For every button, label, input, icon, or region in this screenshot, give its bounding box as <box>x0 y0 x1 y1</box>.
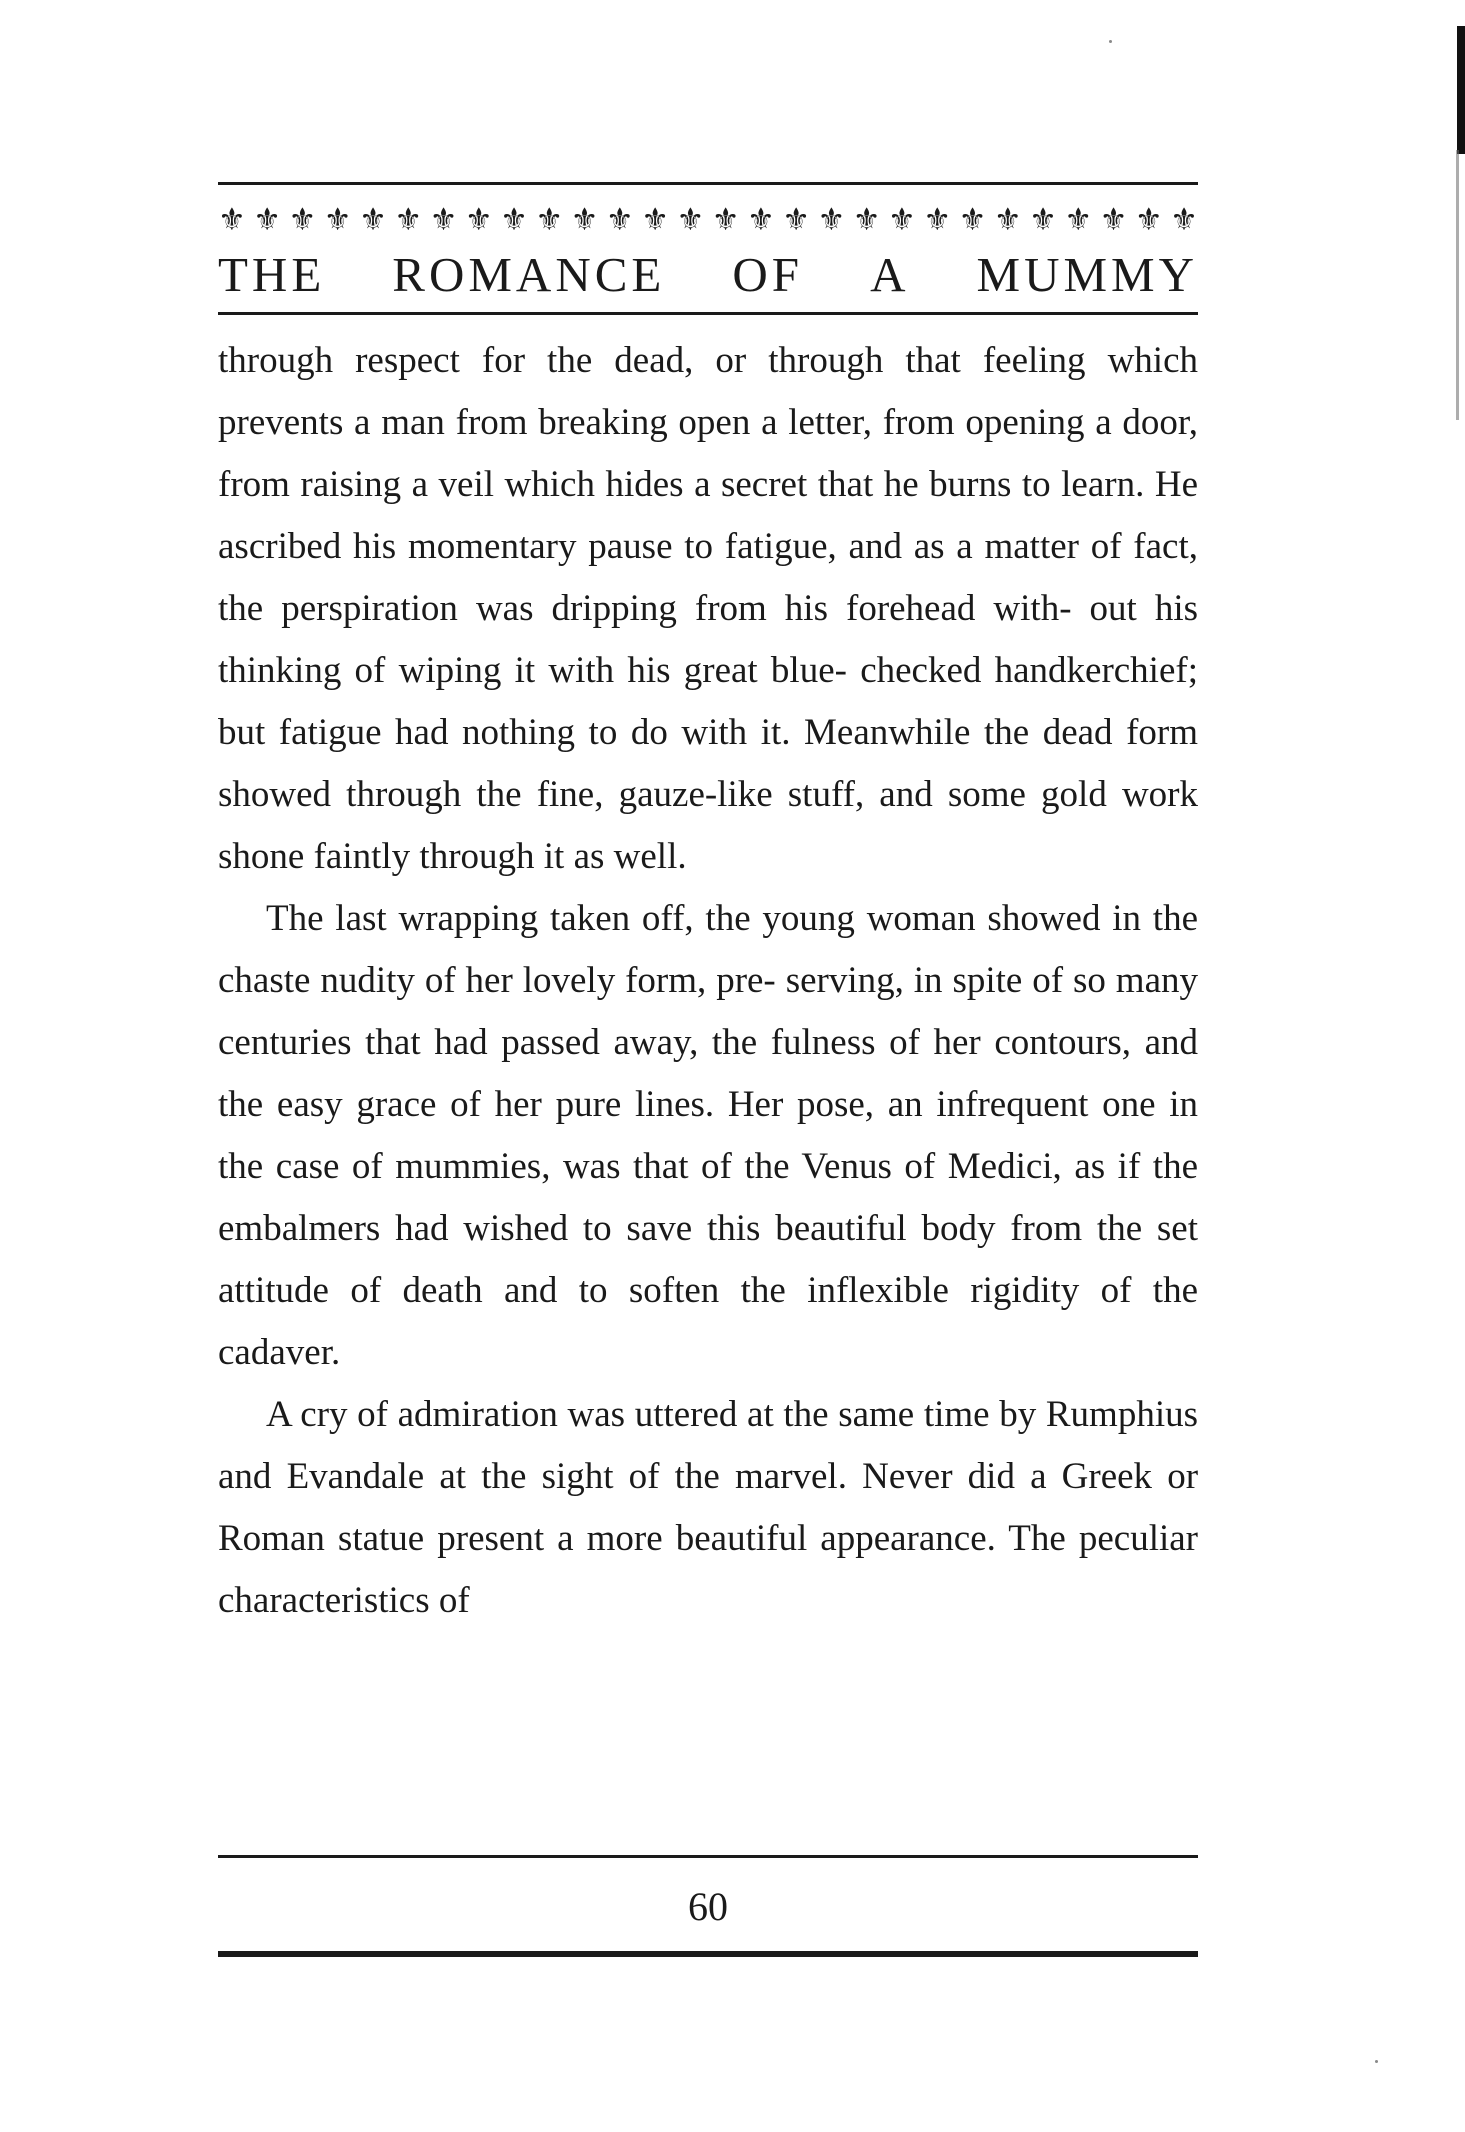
footer-bottom-rule <box>218 1951 1198 1957</box>
running-head-title <box>218 245 1198 303</box>
fleur-de-lis-icon: ⚜ <box>852 202 881 238</box>
header-top-rule <box>218 182 1198 185</box>
fleur-de-lis-ornament-band <box>218 203 1198 237</box>
running-head-word: THE <box>218 246 326 302</box>
text-line: momentary pause to fatigue, and as a matter of fact, <box>407 526 1199 567</box>
fleur-de-lis-icon: ⚜ <box>1099 202 1128 238</box>
text-line: away, the fulness of her contours, and the easy <box>218 1022 1199 1125</box>
text-line: serving, in spite of so many centuries that had passed <box>218 960 1199 1063</box>
text-line: a secret that he burns to learn. He ascribed his <box>218 464 1198 567</box>
fleur-de-lis-icon: ⚜ <box>218 202 246 238</box>
text-line: Medici, as if the embalmers had wished to save this <box>218 1146 1198 1249</box>
fleur-de-lis-icon: ⚜ <box>676 202 705 238</box>
page-number: 60 <box>688 1884 728 1929</box>
fleur-de-lis-icon: ⚜ <box>323 202 352 238</box>
fleur-de-lis-icon: ⚜ <box>1064 202 1093 238</box>
fleur-de-lis-icon: ⚜ <box>394 202 423 238</box>
book-page <box>218 182 1199 1929</box>
fleur-de-lis-icon: ⚜ <box>1170 202 1198 238</box>
fleur-de-lis-icon: ⚜ <box>958 202 987 238</box>
text-line: showed in the chaste nudity of her lovely form, pre- <box>218 898 1199 1001</box>
text-line: which prevents a man from breaking open a letter, <box>218 340 1199 443</box>
fleur-de-lis-icon: ⚜ <box>923 202 952 238</box>
text-line: grace of her pure lines. Her pose, an infrequent one <box>356 1084 1156 1125</box>
fleur-de-lis-icon: ⚜ <box>464 202 493 238</box>
fleur-de-lis-icon: ⚜ <box>993 202 1022 238</box>
fleur-de-lis-icon: ⚜ <box>500 202 528 238</box>
text-line: through respect for the dead, or through that feeling <box>218 340 1086 381</box>
text-line: beautiful body from the set attitude of death and to <box>218 1208 1198 1311</box>
footer-top-rule <box>218 1855 1198 1858</box>
body-paragraph <box>218 330 1198 888</box>
text-line: beautiful appearance. The peculiar characteristics of <box>218 1518 1198 1621</box>
fleur-de-lis-icon: ⚜ <box>570 202 599 238</box>
fleur-de-lis-icon: ⚜ <box>535 202 564 238</box>
text-line: with it. Meanwhile the dead form showed through <box>218 712 1199 815</box>
fleur-de-lis-icon: ⚜ <box>782 202 811 238</box>
fleur-de-lis-icon: ⚜ <box>711 202 740 238</box>
page-body-text <box>218 330 1198 1632</box>
body-paragraph <box>218 888 1198 1384</box>
text-line: in the case of mummies, was that of the Venus of <box>218 1084 1199 1187</box>
text-line: soften the inflexible rigidity of the cadaver. <box>218 1270 1198 1373</box>
running-head-word: OF <box>732 246 804 302</box>
fleur-de-lis-icon: ⚜ <box>1134 202 1163 238</box>
fleur-de-lis-icon: ⚜ <box>1029 202 1057 238</box>
fleur-de-lis-icon: ⚜ <box>429 202 458 238</box>
fleur-de-lis-icon: ⚜ <box>605 202 634 238</box>
paper-speck <box>1109 40 1112 43</box>
fleur-de-lis-icon: ⚜ <box>641 202 669 238</box>
binding-shadow-edge <box>1457 26 1465 154</box>
text-line: the perspiration was dripping from his forehead with- <box>218 588 1072 629</box>
text-line: by Rumphius and Evandale at the sight of the marvel. <box>218 1394 1198 1497</box>
text-line: out his thinking of wiping it with his great blue- <box>218 588 1198 691</box>
fleur-de-lis-icon: ⚜ <box>746 202 775 238</box>
fleur-de-lis-icon: ⚜ <box>888 202 916 238</box>
running-head-word: A <box>870 246 910 302</box>
running-head-word: ROMANCE <box>392 246 666 302</box>
text-line: faintly through it as well. <box>313 836 687 877</box>
fleur-de-lis-icon: ⚜ <box>817 202 846 238</box>
text-line: The last wrapping taken off, the young woman <box>266 898 976 939</box>
paper-speck <box>1375 2060 1378 2063</box>
fleur-de-lis-icon: ⚜ <box>253 202 282 238</box>
text-line: checked handkerchief; but fatigue had nothing to do <box>218 650 1198 753</box>
binding-shadow-fade <box>1456 150 1459 420</box>
text-line: A cry of admiration was uttered at the same time <box>266 1394 990 1435</box>
header-bottom-rule <box>218 312 1198 315</box>
body-paragraph <box>218 1384 1198 1632</box>
text-line: Never did a Greek or Roman statue present a more <box>218 1456 1199 1559</box>
text-line: from opening a door, from raising a veil which hides <box>218 402 1198 505</box>
fleur-de-lis-icon: ⚜ <box>359 202 387 238</box>
text-line: the fine, gauze-like stuff, and some gold work shone <box>218 774 1198 877</box>
running-head-word: MUMMY <box>976 246 1198 302</box>
fleur-de-lis-icon: ⚜ <box>288 202 317 238</box>
